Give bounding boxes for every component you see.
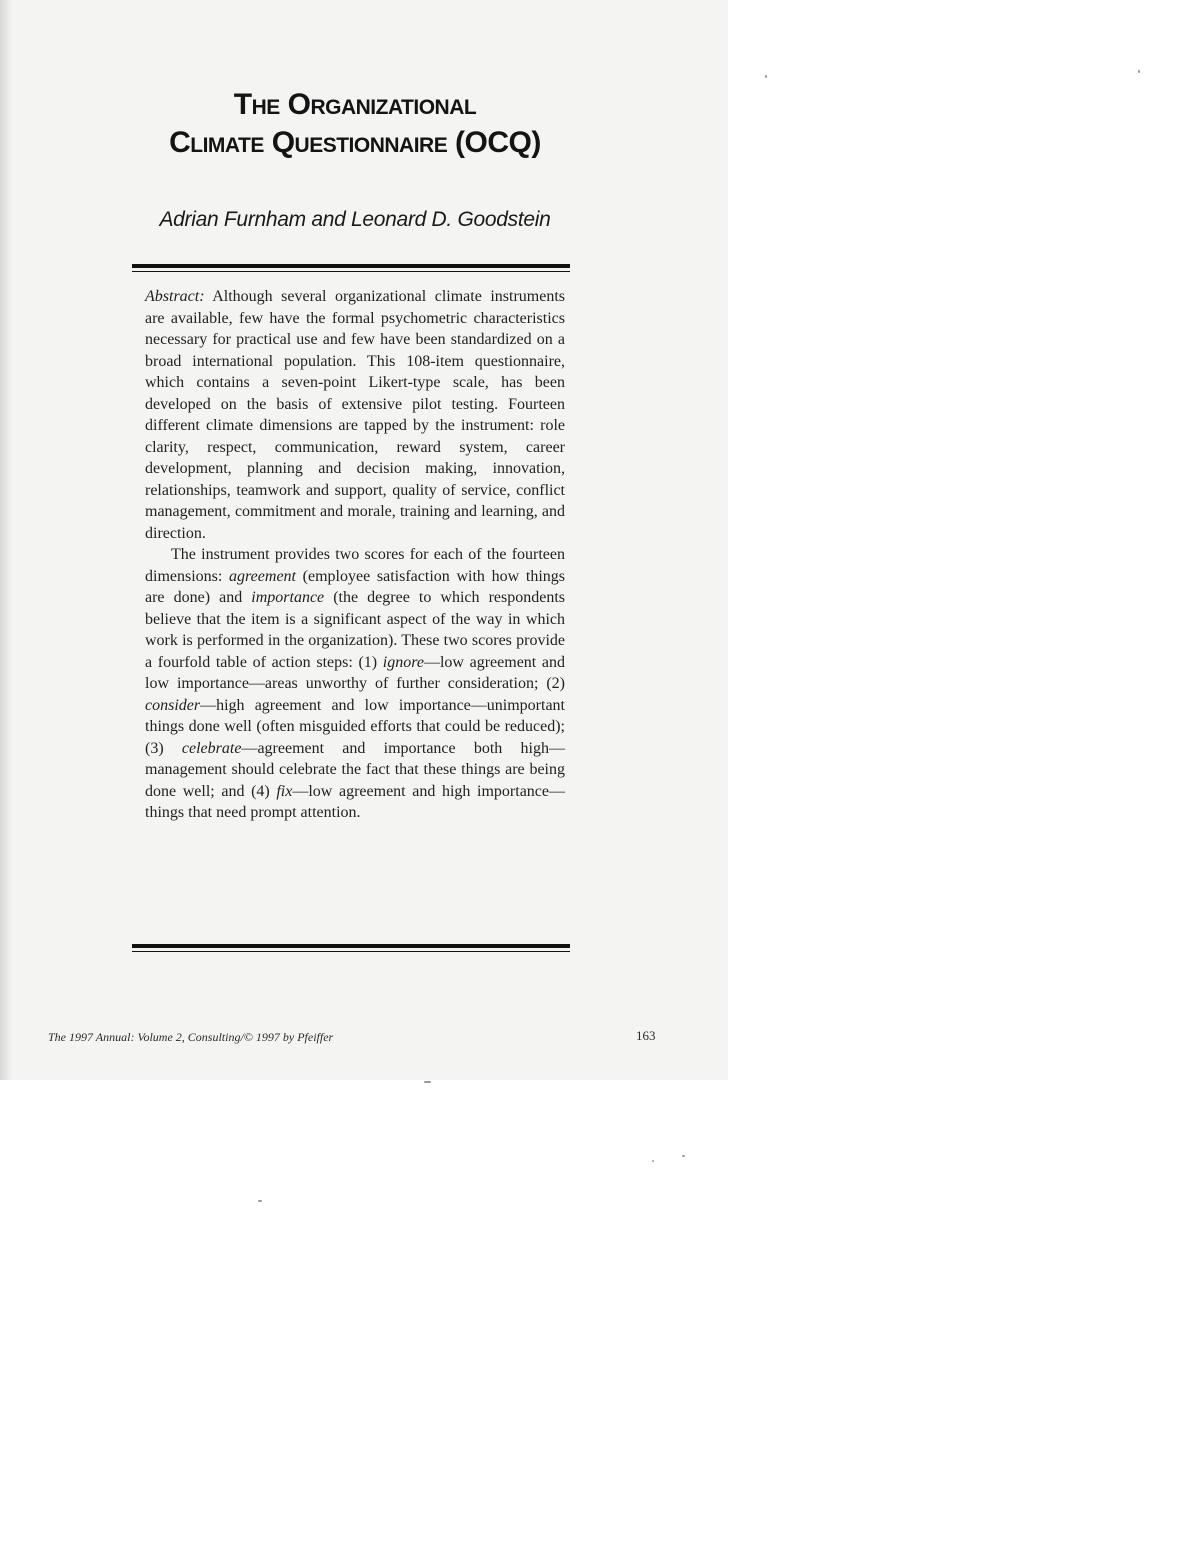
abstract-label: Abstract: — [145, 288, 205, 305]
abstract-block — [145, 286, 565, 824]
source-citation: The 1997 Annual: Volume 2, Consulting/© 1997 by Pfeiffer — [48, 1030, 334, 1044]
abstract-text-2d: —low agreement and low importance—areas unworthy of further consideration; (2) — [145, 653, 565, 692]
article-title — [120, 86, 590, 162]
abstract-text-2g: —low agreement and high importance—things that need prompt attention. — [145, 782, 565, 821]
article-authors: Adrian Furnham and Leonard D. Goodstein — [159, 208, 551, 231]
abstract-text-2b: (employee satisfaction with how things are done) and — [145, 567, 565, 606]
abstract-paragraph-1 — [145, 286, 565, 544]
term-importance: importance — [251, 589, 325, 606]
page-number: 163 — [636, 1028, 656, 1043]
title-line-1: The Organizational — [233, 88, 477, 121]
scan-speck — [258, 1200, 262, 1202]
scan-edge-shadow — [0, 0, 12, 1080]
scan-speck — [765, 75, 767, 78]
abstract-text-1: Although several organizational climate instruments are available, few have the formal psychometric characteristics necessary for practical use and few have been standardized on a broad international population. This 108-item questionnaire, which contains a seven-point Likert-type scale, has been developed on the basis of extensive pilot testing. Fourteen different climate dimensions are tapped by the instrument: role clarity, respect, communication, reward system, career development, planning and decision making, innovation, relationships, teamwork and support, quality of service, conflict management, commitment and morale, training and learning, and direction. — [145, 288, 565, 542]
top-double-rule — [132, 264, 570, 272]
term-fix: fix — [276, 782, 293, 800]
abstract-text-2e: —high agreement and low importance—unimportant things done well (often misguided efforts that could be reduced); (3) — [145, 696, 565, 757]
term-celebrate: celebrate — [181, 739, 242, 757]
scanned-page — [0, 0, 728, 1080]
scan-speck — [1138, 70, 1140, 73]
scan-speck — [652, 1160, 654, 1162]
abstract-text-2c: (the degree to which respondents believe that the item is a significant aspect of the way in which work is performed in the organization). These two scores provide a fourfold table of action steps: (1) — [145, 589, 566, 671]
scan-speck — [682, 1155, 685, 1157]
term-ignore: ignore — [382, 653, 424, 671]
abstract-text-2f: —agreement and importance both high—management should celebrate the fact that these things are being done well; and (4) — [145, 739, 565, 800]
bottom-double-rule — [132, 944, 570, 952]
title-line-2: Climate Questionnaire (OCQ) — [169, 126, 541, 159]
term-agreement: agreement — [229, 567, 296, 585]
scan-speck — [424, 1081, 431, 1083]
abstract-text-2a: The instrument provides two scores for each of the fourteen dimensions: — [145, 546, 565, 585]
term-consider: consider — [145, 696, 201, 714]
abstract-paragraph-2 — [145, 544, 565, 824]
